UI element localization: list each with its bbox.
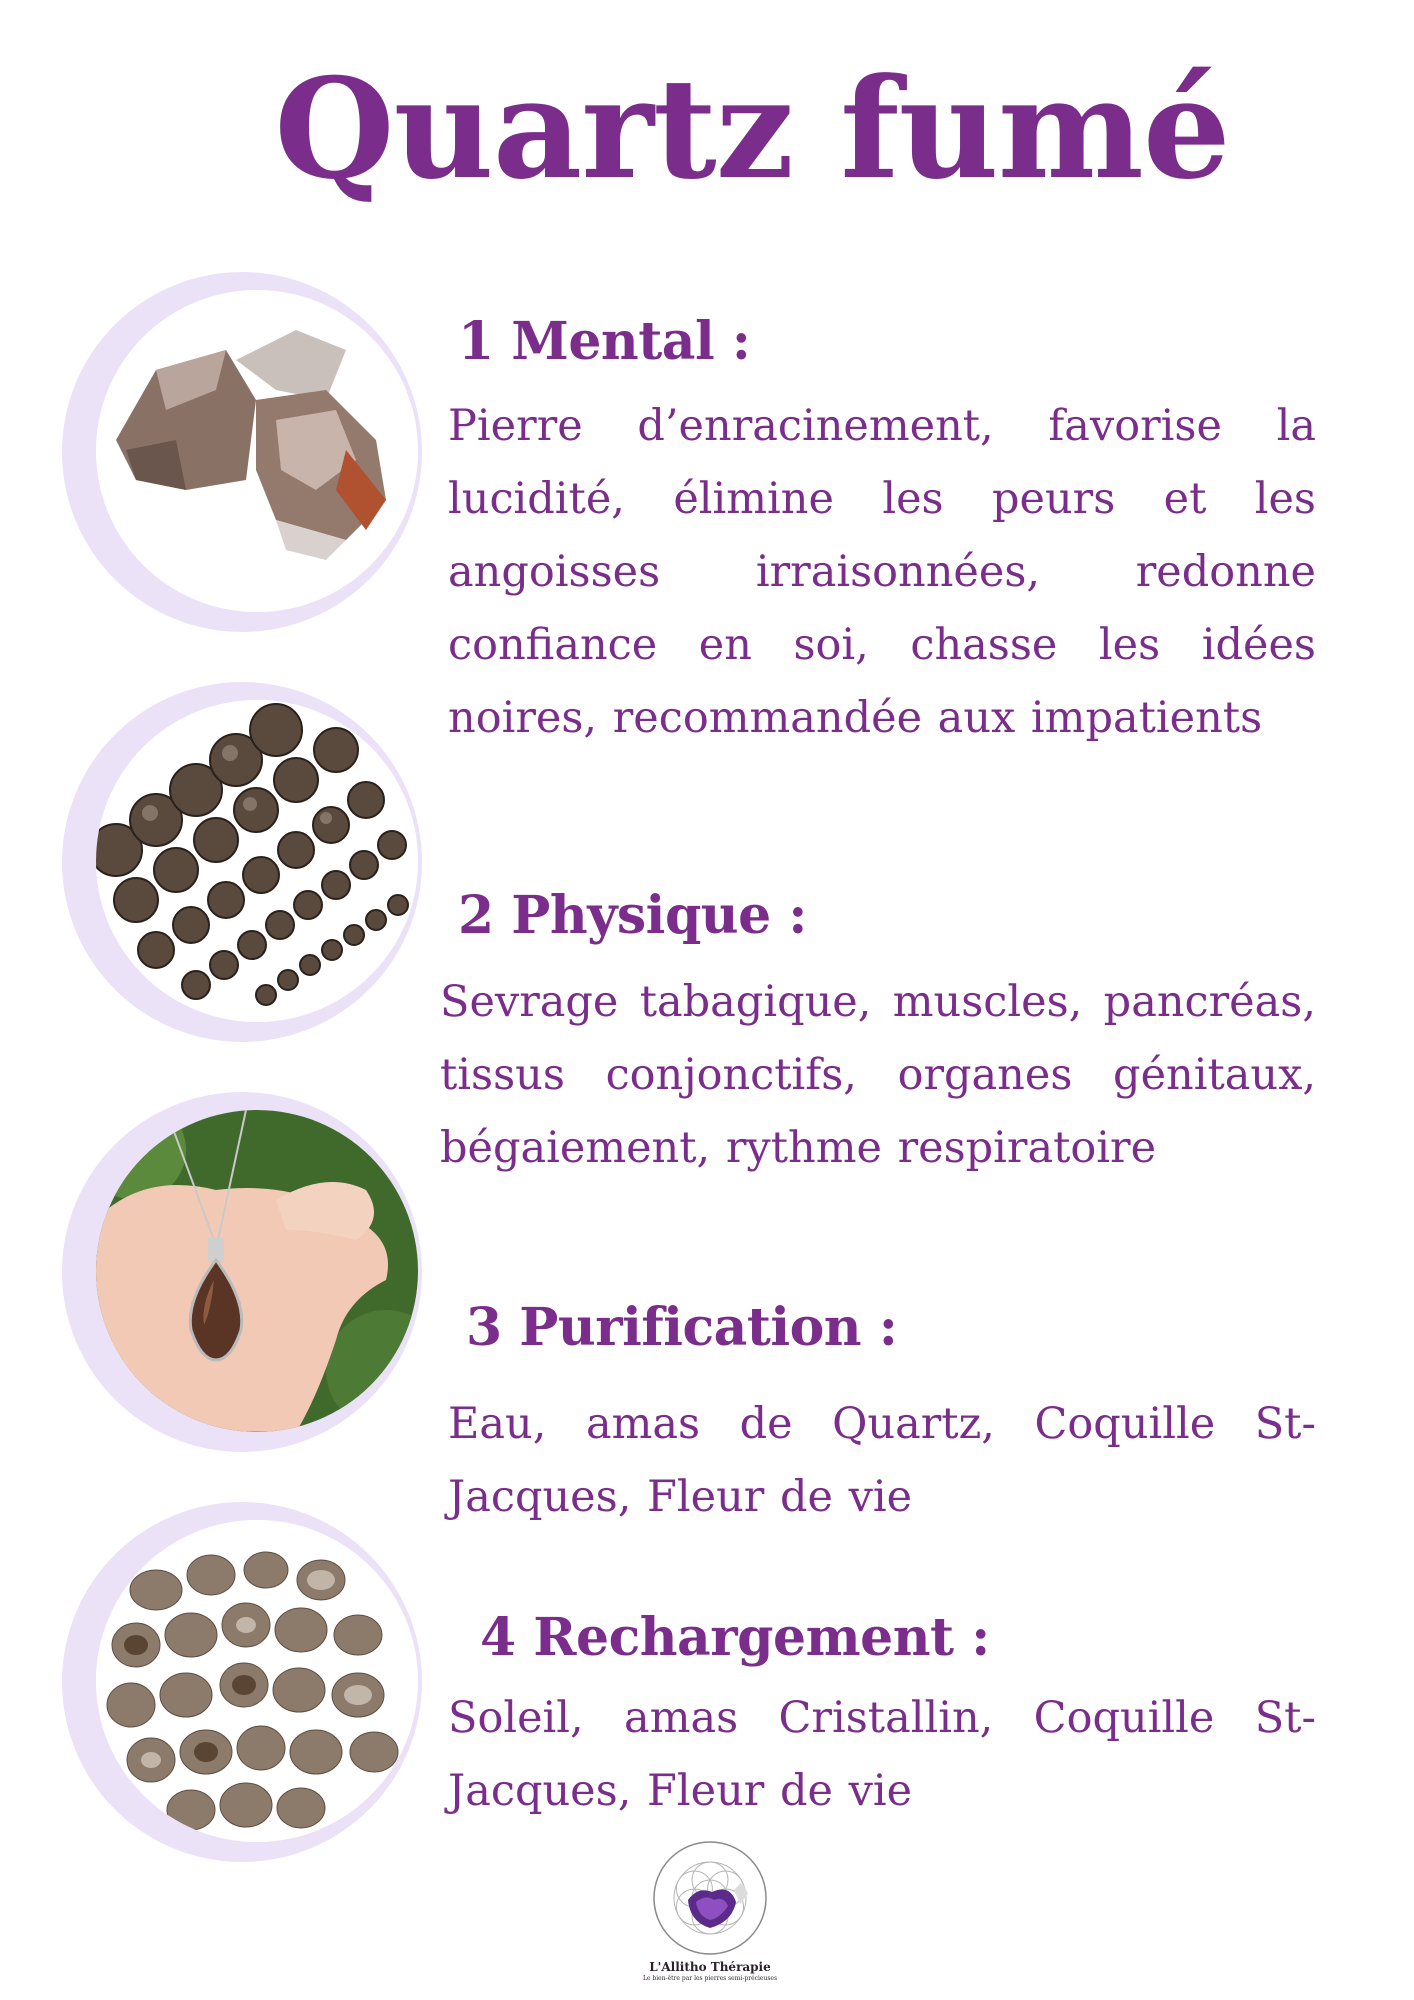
section-body-purification: Eau, amas de Quartz, Coquille St-Jacques, Fleur de vie (448, 1399, 1316, 1522)
logo-name: L'Allitho Thérapie (649, 1960, 771, 1974)
section-body-mental: Pierre d’enracinement, favorise la lucidité, élimine les peurs et les angoisses irraisonnées, redonne confiance en soi, chasse les idées noires, recommandée aux impatients (448, 401, 1316, 743)
section-heading-rechargement: 4 Rechargement : (480, 1607, 990, 1668)
photo-raw-smoky-quartz (62, 272, 422, 632)
photo-smoky-quartz-pendant (62, 1092, 422, 1452)
section-heading-physique: 2 Physique : (458, 885, 807, 946)
page-title: Quartz fumé (274, 47, 1230, 210)
photo-tumbled-smoky-quartz (62, 1502, 422, 1862)
section-body-physique: Sevrage tabagique, muscles, pancréas, tissus conjonctifs, organes génitaux, bégaiement, rythme respiratoire (440, 977, 1316, 1173)
flower-of-life-icon (650, 1838, 770, 1958)
section-heading-mental: 1 Mental : (458, 311, 751, 372)
section-heading-purification: 3 Purification : (466, 1297, 898, 1358)
photo-smoky-quartz-beads (62, 682, 422, 1042)
logo-tagline: Le bien-être par les pierres semi-précieuses (642, 1975, 778, 1982)
section-body-rechargement: Soleil, amas Cristallin, Coquille St-Jacques, Fleur de vie (448, 1693, 1316, 1816)
brand-logo (640, 1838, 780, 1998)
